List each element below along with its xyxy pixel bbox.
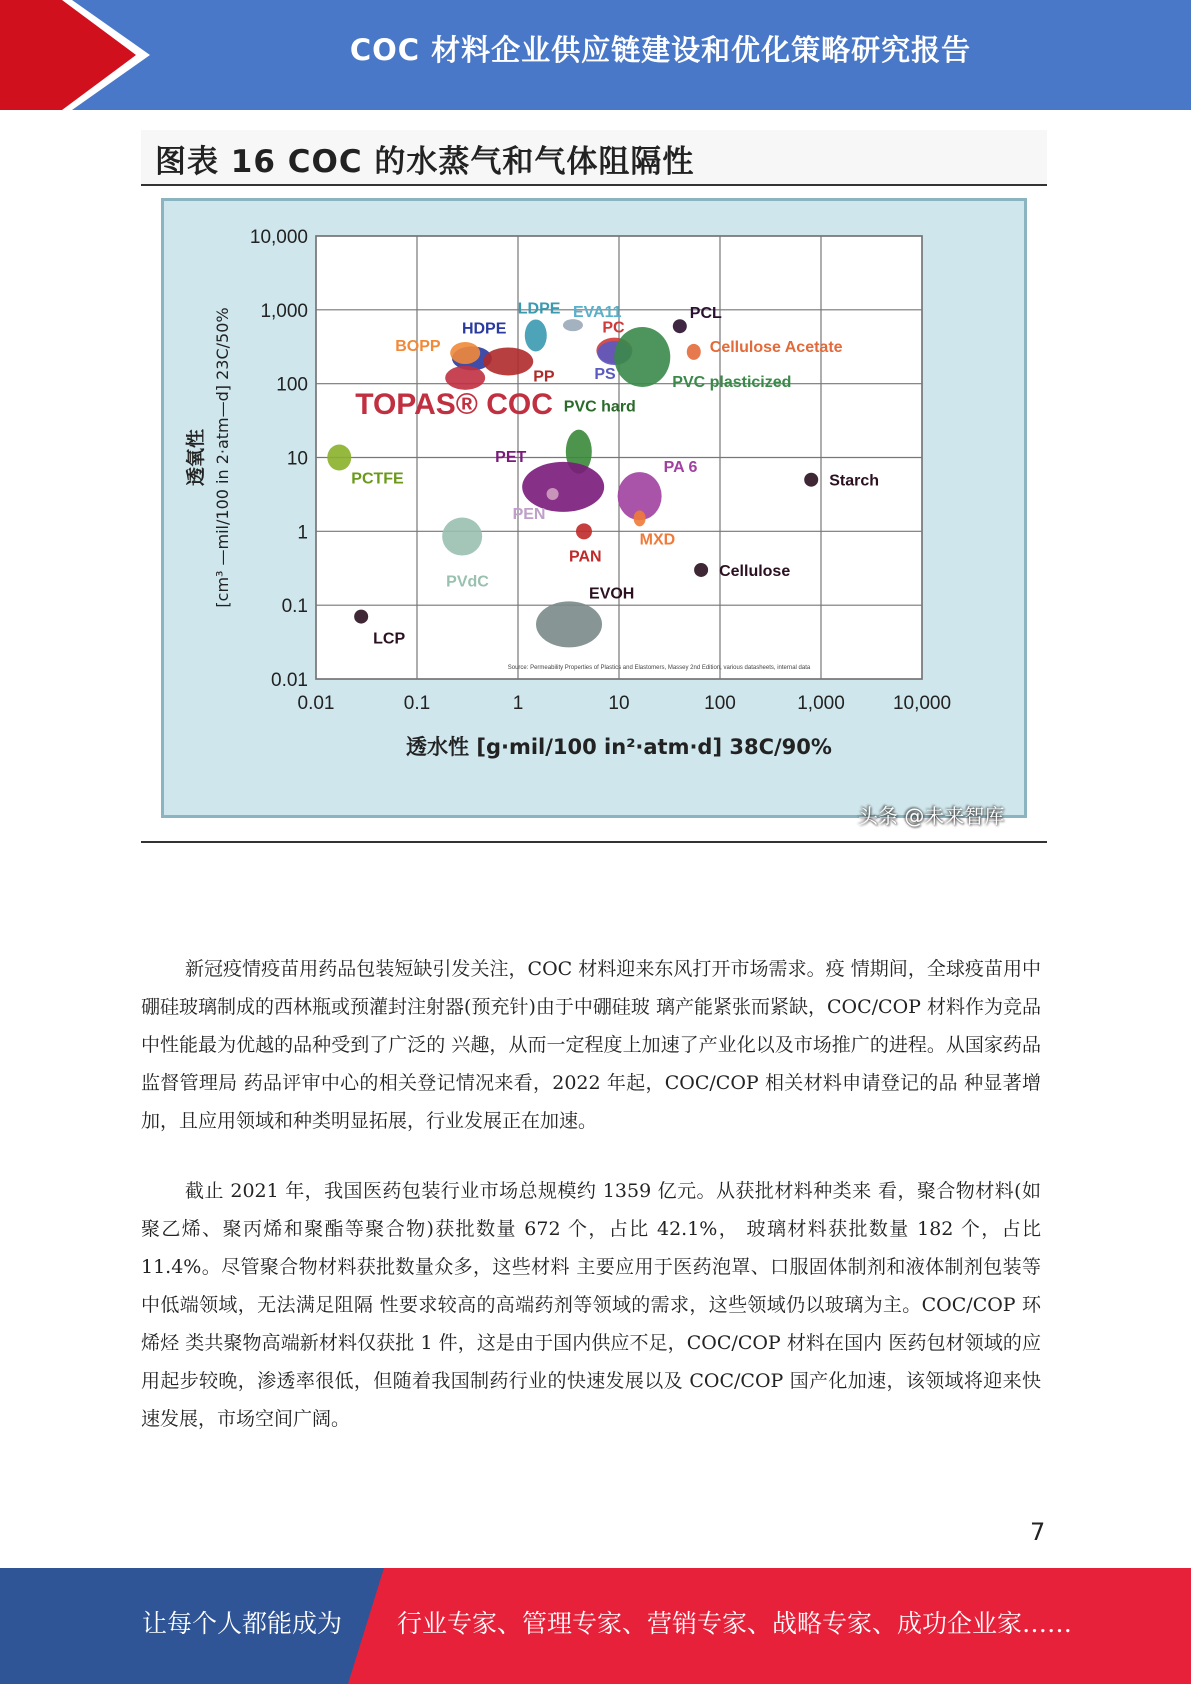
page-footer (0, 1568, 1191, 1684)
data-point-label: PVC hard (563, 398, 636, 416)
x-tick-label: 1 (512, 693, 524, 714)
y-tick-label: 1,000 (260, 300, 308, 322)
footer-slogan-right: 行业专家、管理专家、营销专家、战略专家、成功企业家…… (397, 1609, 1073, 1638)
source-note: Source: Permeability Properties of Plastics and Elastomers, Massey 2nd Edition, various datasheets, internal data (507, 665, 811, 671)
watermark: 头条 @未来智库 (858, 804, 1005, 828)
data-point (687, 344, 701, 360)
data-point (804, 473, 818, 487)
data-point-label: EVA11 (572, 304, 622, 322)
data-point (442, 518, 482, 556)
data-point-label: PCL (689, 305, 722, 323)
data-point-label: LDPE (517, 300, 561, 318)
data-point (327, 445, 351, 471)
x-tick-label: 0.01 (297, 693, 335, 714)
data-point-label: PEN (512, 506, 546, 524)
data-point-label: HDPE (461, 320, 507, 338)
y-tick-label: 10 (286, 448, 308, 470)
data-point (522, 462, 604, 512)
data-point-label: Cellulose (719, 562, 791, 580)
data-point (576, 523, 592, 539)
report-title: COC 材料企业供应链建设和优化策略研究报告 (349, 33, 972, 67)
data-point-label: MXD (639, 531, 676, 549)
x-tick-label: 10,000 (892, 693, 952, 714)
data-point-label: PP (533, 368, 555, 386)
data-point-label: Cellulose Acetate (709, 338, 843, 356)
data-point (634, 510, 646, 526)
data-point-label: PA 6 (663, 459, 698, 477)
barrier-chart (164, 201, 1024, 815)
data-point-label: Starch (829, 472, 880, 490)
data-point (354, 610, 368, 624)
paragraph-2: 截止 2021 年，我国医药包装行业市场总规模约 1359 亿元。从获批材料种类来 看，聚合物材料(如聚乙烯、聚丙烯和聚酯等聚合物)获批数量 672 个，占比 42.1%， 玻璃材料获批数量 182 个，占比 11.4%。尽管聚合物材料获批数量众多，这些材料 主要应用于医药泡罩、口服固体制剂和液体制剂包装等中低端领域，无法满足阻隔 性要求较高的高端药剂等领域的需求，这些领域仍以玻璃为主。COC/COP 环烯烃 类共聚物高端新材料仅获批 1 件，这是由于国内供应不足，COC/COP 材料在国内 医药包材领域的应用起步较晚，渗透率很低，但随着我国制药行业的快速发展以及 COC/COP 国产化加速，该领域将迎来快速发展，市场空间广阔。 (141, 1180, 1041, 1430)
x-tick-label: 1,000 (797, 693, 845, 714)
data-point-label: PVdC (446, 573, 489, 591)
chart-panel (161, 198, 1027, 818)
data-point-label: LCP (373, 630, 406, 648)
data-point (673, 319, 687, 333)
data-point-label: TOPAS® COC (355, 387, 553, 421)
data-point (614, 327, 670, 387)
data-point (547, 488, 559, 500)
y-tick-label: 10,000 (249, 227, 308, 248)
data-point (445, 366, 485, 390)
data-point (483, 347, 533, 375)
figure-title-bar (141, 130, 1047, 186)
x-axis-label: 透水性 [g·mil/100 in²·atm·d] 38C/90% (406, 735, 832, 759)
data-point-label: PCTFE (351, 470, 404, 488)
y-tick-label: 1 (297, 522, 308, 544)
x-tick-label: 100 (704, 693, 736, 714)
x-tick-label: 10 (608, 693, 630, 714)
data-point-label: PC (602, 319, 625, 337)
data-point-label: PET (495, 448, 527, 466)
figure-title: 图表 16 COC 的水蒸气和气体阻隔性 (155, 144, 695, 180)
data-point (536, 601, 602, 647)
data-point-label: BOPP (395, 338, 441, 356)
data-point (450, 342, 480, 364)
figure (141, 130, 1047, 843)
data-point (694, 563, 708, 577)
data-point-label: PVC plasticized (672, 373, 792, 391)
header-arrow-decoration (0, 0, 160, 110)
data-point-label: EVOH (589, 585, 635, 603)
y-axis-label: 透氧性 (185, 428, 207, 487)
y-tick-label: 100 (276, 374, 308, 396)
y-axis-units-label: [cm³ —mil/100 in 2·atm—d] 23C/50% (213, 307, 232, 608)
data-point-label: PAN (568, 548, 602, 566)
figure-bottom-rule (141, 841, 1047, 843)
data-point (525, 319, 547, 351)
x-tick-label: 0.1 (403, 693, 431, 714)
y-tick-label: 0.01 (271, 670, 308, 691)
data-point-label: PS (594, 366, 616, 384)
y-tick-label: 0.1 (281, 596, 308, 618)
page-header (0, 0, 1191, 110)
page-number: 7 (1030, 1518, 1046, 1546)
paragraph-1: 新冠疫情疫苗用药品包装短缺引发关注，COC 材料迎来东风打开市场需求。疫 情期间，全球疫苗用中硼硅玻璃制成的西林瓶或预灌封注射器(预充针)由于中硼硅玻 璃产能紧张而紧缺，COC/COP 材料作为竞品中性能最为优越的品种受到了广泛的 兴趣，从而一定程度上加速了产业化以及市场推广的进程。从国家药品监督管理局 药品评审中心的相关登记情况来看，2022 年起，COC/COP 相关材料申请登记的品 种显著增加，且应用领域和种类明显拓展，行业发展正在加速。 (141, 958, 1041, 1132)
footer-slogan-left: 让每个人都能成为 (142, 1609, 343, 1638)
